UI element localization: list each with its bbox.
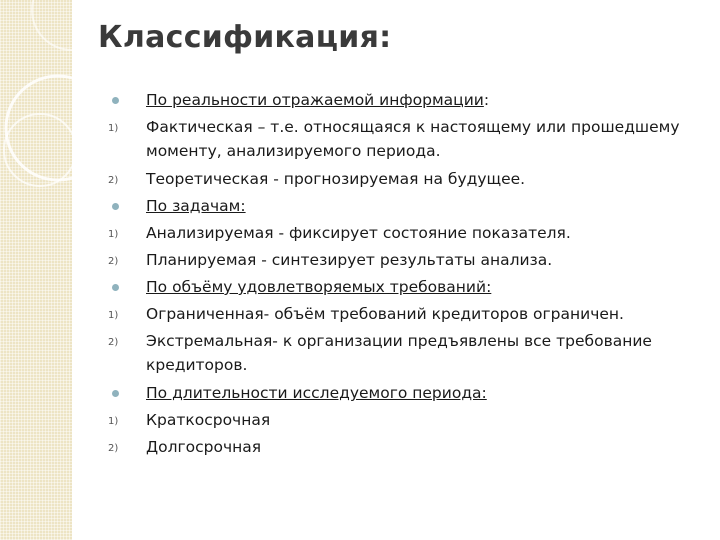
item-number: 1) xyxy=(108,123,119,134)
item-heading-text: По реальности отражаемой информации xyxy=(146,91,484,109)
item-text: Анализируемая - фиксирует состояние показателя. xyxy=(146,224,571,242)
item-heading-text: По длительности исследуемого периода: xyxy=(146,384,487,402)
list-item xyxy=(104,248,704,272)
item-text: Долгосрочная xyxy=(146,438,262,456)
list-item xyxy=(104,329,704,377)
item-text: Теоретическая - прогнозируемая на будущее. xyxy=(146,170,526,188)
list-item xyxy=(104,167,704,191)
item-text: Планируемая - синтезирует результаты анализа. xyxy=(146,251,553,269)
bullet-icon xyxy=(112,390,119,397)
item-number: 2) xyxy=(108,337,119,348)
bullet-icon xyxy=(112,203,119,210)
list-item xyxy=(104,115,704,163)
list-item-heading xyxy=(104,275,704,299)
item-number: 1) xyxy=(108,229,119,240)
slide-title: Классификация: xyxy=(98,20,392,55)
list-item-heading xyxy=(104,194,704,218)
bullet-icon xyxy=(112,284,119,291)
list-item xyxy=(104,302,704,326)
item-text: Краткосрочная xyxy=(146,411,271,429)
item-number: 2) xyxy=(108,256,119,267)
classification-list xyxy=(104,88,704,462)
list-item xyxy=(104,435,704,459)
item-number: 1) xyxy=(108,310,119,321)
list-item-heading xyxy=(104,88,704,112)
item-text: Ограниченная- объём требований кредиторов ограничен. xyxy=(146,305,624,323)
item-text: Фактическая – т.е. относящаяся к настоящему или прошедшему моменту, анализируемого периода. xyxy=(146,118,680,160)
list-item xyxy=(104,408,704,432)
item-heading-suffix: : xyxy=(483,91,490,109)
list-item-heading xyxy=(104,381,704,405)
bullet-icon xyxy=(112,97,119,104)
list-item xyxy=(104,221,704,245)
item-number: 2) xyxy=(108,443,119,454)
item-number: 1) xyxy=(108,416,119,427)
item-heading-text: По задачам: xyxy=(146,197,246,215)
item-text: Экстремальная- к организации предъявлены все требование кредиторов. xyxy=(146,332,652,374)
item-number: 2) xyxy=(108,175,119,186)
item-heading-text: По объёму удовлетворяемых требований: xyxy=(146,278,492,296)
